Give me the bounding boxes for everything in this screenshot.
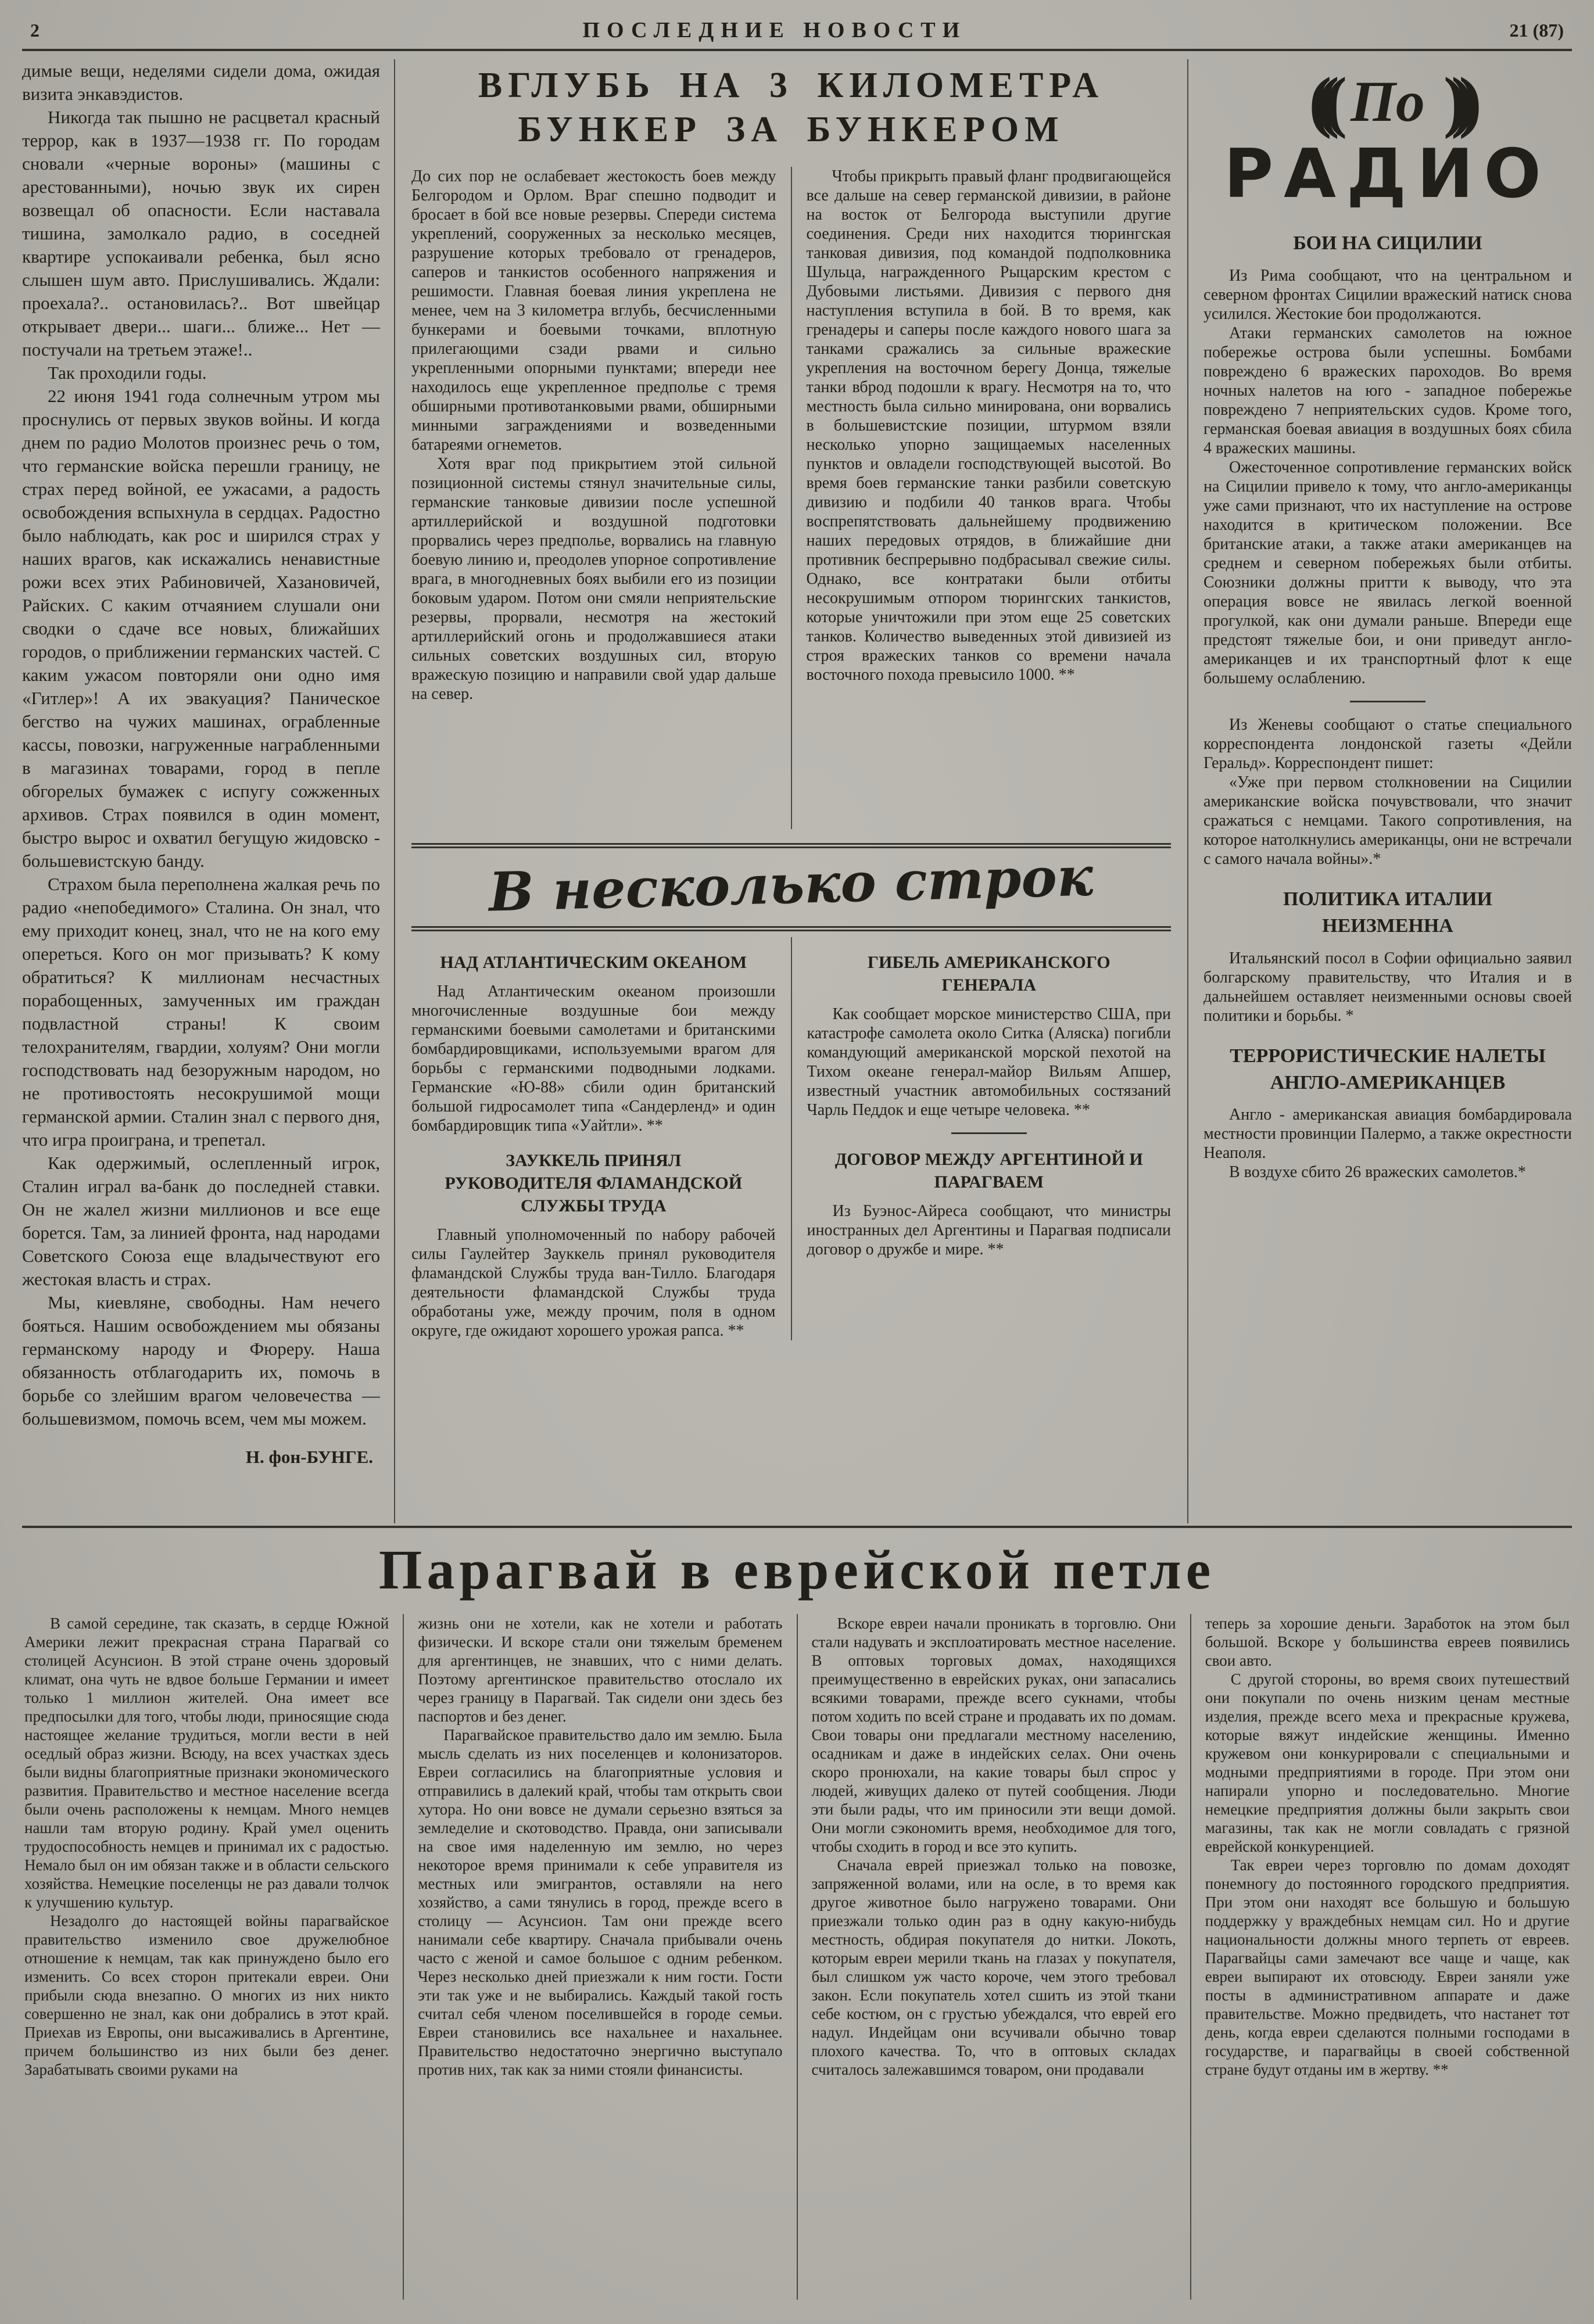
main-article-body [411,167,1171,829]
po-radio-logo-top [1203,63,1572,139]
paragraph: Как сообщает морское министерство США, при катастрофе самолета около Ситка (Аляска) погибли командующий американской морской пехотой на Тихом океане генерал-майор Вильям Апшер, известный участник автомобильных состязаний Чарль Педдок и еще четыре человека. ** [807,1005,1171,1120]
article-title-sicily: БОИ НА СИЦИЛИИ [1293,232,1482,254]
page-number: 2 [30,19,40,41]
paragraph: 22 июня 1941 года солнечным утром мы проснулись от первых звуков войны. И когда днем по радио Молотов произнес речь о том, что германские войска перешли границу, не страх перед войной, ее ужасами, а радость освобождения вспыхнула в сердцах. Радостно было наблюдать, как рос и ширился страх у наших врагов, как искажались ненавистные рожи всех этих Рабиновичей, Хазановичей, Райских. С каким отчаянием слушали они сводки о сдаче все новых, ближайших городов, о приближении германских частей. С каким ужасом повторяли они одно имя «Гитлер»! А их эвакуация? Паническое бегство на чужих машинах, ограбленные кассы, повозки, нагруженные награбленными в магазинах товарами, город в пепле обгорелых бумажек с испугу сожженных архивов. Страх появился в один момент, быстро вырос и охватил бегущую жидовско - большевистскую банду. [22,386,380,871]
po-radio-logo [1203,59,1572,213]
paragraph: жизнь они не хотели, как не хотели и работать физически. И вскоре стали они тяжелым бременем для аргентинцев, не знавших, что с ними делать. Поэтому аргентинское правительство отослало их через границу в Парагвай. Так сидели они здесь без паспортов и без денег. [418,1615,783,1725]
logo-radio-word: РАДИО [1224,135,1552,213]
masthead-rule [22,49,1572,51]
briefs-right-column [792,937,1172,1340]
left-article [22,59,394,1523]
paragraph: димые вещи, неделями сидели дома, ожидая визита энкавэдистов. [22,60,380,104]
author-signature: Н. фон-БУНГЕ. [245,1447,373,1467]
masthead [22,15,1572,49]
paragraph: Как одержимый, ослепленный игрок, Сталин играл ва-банк до последней ставки. Он не жалел жизни миллионов и все еще борется. Там, за линией фронта, над народами Советского Союза еще владычествуют его жестокая власть и страх. [22,1153,380,1289]
main-headline-line2: БУНКЕР ЗА БУНКЕРОМ [518,109,1065,149]
briefs-banner [411,843,1171,931]
paragraph: Страхом была переполнена жалкая речь по радио «непобедимого» Сталина. Он знал, что ему приходит конец, знал, что не на кого ему опереться. Кого он мог призывать? К кому обратиться? К миллионам несчастных порабощенных, замученных им граждан подвластной страны! К своим телохранителям, гвардии, холуям? Они могли господствовать над безоружным народом, но не противостоять несокрушимой мощи германской армии. Сталин знал с первого дня, что игра проиграна, и трепетал. [22,874,380,1150]
main-headline [411,64,1171,152]
briefs-section [411,937,1171,1340]
paragraph: Ожесточенное сопротивление германских войск на Сицилии привело к тому, что англо-американцы уже сами признают, что их наступление на острове находится в критическом положении. Все британские атаки, а также атаки американцев на среднем и северном побережьях были отбиты. Союзники должны притти к выводу, что эта операция вовсе не явилась легкой военной прогулкой, как они думали раньше. Впереди еще предстоят тяжелые бои, и они приведут англо-американцев и их транспортный флот к еще большему ослаблению. [1203,458,1572,687]
paragraph: Главный уполномоченный по набору рабочей силы Гаулейтер Зауккель принял руководителя фламандской Службы труда ван-Тилло. Благодаря деятельности фламандской Службы труда обработаны уже, между прочим, поля в одном округе, где ожидают хорошего урожая рапса. ** [411,1226,776,1340]
paragraph: Из Буэнос-Айреса сообщают, что министры иностранных дел Аргентины и Парагвая подписали договор о дружбе и мире. ** [807,1202,1171,1259]
paragraph: Чтобы прикрыть правый фланг продвигающейся все дальше на север германской дивизии, в районе на восток от Белгорода выступили другие соединения. Среди них находится тюрингская танковая дивизия, под командой подполковника Шульца, награжденного Рыцарским крестом с Дубовыми листьями. Дивизия с первого дня наступления вступила в бой. В то время, как гренадеры и саперы после каждого нового шага за танками сражались за сильные вражеские укрепления на восточном берегу Донца, тяжелые танки вброд подошли к врагу. Несмотря на то, что местность была сильно минирована, они ворвались в большевистские позиции, штурмом взяли несколько упорно защищаемых населенных пунктов и овладели господствующей высотой. Во время боев германские танки разбили советскую дивизию и подбили 40 танков врага. Чтобы воспрепятствовать дальнейшему продвижению наших передовых отрядов, в ближайшие дни противник беспрерывно подбрасывал свежие силы. Однако, все контратаки были отбиты несокрушимым отпором тюрингских танкистов, которые уничтожили при этом еще 25 советских танков. Количество выведенных этой дивизией из строя вражеских танков со времени начала восточного похода превысило 1000. ** [806,167,1171,684]
paraguay-column-3 [797,1614,1190,2300]
logo-left-parens: ((( [1309,63,1332,139]
main-headline-line1: ВГЛУБЬ НА 3 КИЛОМЕТРА [478,66,1105,105]
paragraph: В воздухе сбито 26 вражеских самолетов.* [1229,1163,1526,1182]
paraguay-column-4 [1190,1614,1572,2300]
paraguay-article [22,1538,1572,2300]
paragraph: Над Атлантическим океаном произошли многочисленные воздушные бои между германскими боевыми самолетами и британскими бомбардировщиками, используемыми врагом для борьбы с германскими подводными лодками. Германские «Ю-88» сбили один британский большой гидросамолет типа «Сандерленд» и один бомбардировщик типа «Уайтли». ** [411,982,776,1135]
brief-title: ГИБЕЛЬ АМЕРИКАНСКОГО ГЕНЕРАЛА [867,953,1111,995]
paragraph: Так евреи через торговлю по домам доходят понемногу до постоянного городского предприятия. При этом они находят все большую и большую поддержку у враждебных немцам сил. Но и другие национальности должны много терпеть от евреев. Парагвайцы сами замечают все чаще и чаще, как евреи выпирают их отовсюду. Евреи заняли уже посты в административном аппарате и даже правительстве. Можно предвидеть, что настанет тот день, когда евреи сделаются полными господами в государстве, и парагвайцы в своей собственной стране будут отданы им в жертву. ** [1205,1856,1570,2078]
briefs-left-column [411,937,792,1340]
paraguay-column-1 [22,1614,403,2300]
paragraph: Сначала еврей приезжал только на повозке, запряженной волами, или на осле, в то время как другое животное было нагружено товарами. Они приезжали только один раз в одну какую-нибудь местность, обдирая покупателя до нитки. Локоть, которым евреи мерили ткань на глазах у покупателя, был слишком уж часто короче, чем этого требовал закон. Если покупатель хотел сшить из этой ткани себе костюм, он с грустью убеждался, что еврей его надул. Индейцам они всучивали обычно товар плохого качества. То, что в оптовых складах считалось залежавшимся товаром, они продавали [811,1856,1176,2078]
paraguay-columns [22,1614,1572,2300]
paragraph: Итальянский посол в Софии официально заявил болгарскому правительству, что Италия и в дальнейшем оставляет неизменными основы своей политики и борьбы. * [1203,949,1572,1025]
brief-title: НАД АТЛАНТИЧЕСКИМ ОКЕАНОМ [440,953,747,973]
paraguay-headline: Парагвай в еврейской петле [378,1538,1216,1601]
article-title-italy: ПОЛИТИКА ИТАЛИИ НЕИЗМЕННА [1283,888,1493,937]
paragraph: В самой середине, так сказать, в сердце Южной Америки лежит прекрасная страна Парагвай со столицей Асунсион. В этой стране очень здоровый климат, она чуть не вдвое больше Германии и имеет только 1 миллион жителей. Она имеет все предпосылки для того, чтобы люди, приносящие сюда настоящее желание трудиться, могли вести в ней оседлый образ жизни. Всюду, на всех участках здесь были видны благоприятные признаки экономического развития. Правительство и местное население всегда были очень расположены к немцам. Много немцев нашли там вторую родину. Край умел оценить трудоспособность немцев и принимал их с радостью. Немало был он им обязан также и в области сельского хозяйства. Немецкие поселенцы не раз давали толчок к улучшению культур. [24,1615,389,1911]
paragraph: Вскоре евреи начали проникать в торговлю. Они стали надувать и эксплоатировать местное население. В оптовых торговых домах, находящихся преимущественно в еврейских руках, они запасались всякими товарами, прежде всего сукнами, чтобы потом ходить по всей стране и продавать их по домам. Свои товары они предлагали местному населению, осадникам и даже в индейских селах. Они очень скоро пронюхали, на какие товары был спрос у людей, живущих далеко от путей сообщения. Люди эти были рады, что им приносили эти вещи домой. Они могли сэкономить время, необходимое для того, чтобы сходить в город и все это купить. [811,1615,1176,1855]
top-section [22,59,1572,1523]
divider-rule [951,1132,1027,1134]
newspaper-title: ПОСЛЕДНИЕ НОВОСТИ [582,18,967,42]
brief-title: ЗАУККЕЛЬ ПРИНЯЛ РУКОВОДИТЕЛЯ ФЛАМАНДСКОЙ СЛУЖБЫ ТРУДА [445,1151,743,1216]
paraguay-column-2 [403,1614,796,2300]
logo-right-parens: ))) [1443,63,1467,139]
paragraph: Англо - американская авиация бомбардировала местности провинции Палермо, а также окрестности Неаполя. [1203,1106,1572,1163]
briefs-banner-text: В несколько строк [488,845,1094,924]
paragraph: теперь за хорошие деньги. Заработок на этом был большой. Вскоре у большинства евреев появились свои авто. [1205,1615,1570,1669]
paragraph: Незадолго до настоящей войны парагвайское правительство изменило свое дружелюбное отношение к немцам, так как принуждено было его изменить. Со всех сторон притекали евреи. Они прибыли сюда внезапно. О многих из них никто совершенно не знал, как они добрались в этот край. Приехав из Европы, они высаживались в Аргентине, причем большинство из них были без денег. Зарабатывать своими руками на [24,1912,389,2078]
paragraph: «Уже при первом столкновении на Сицилии американские войска почувствовали, что значит сражаться с немцами. Такого сопротивления, на которое натолкнулись американцы, они не встречали с самого начала войны».* [1203,773,1572,868]
logo-po-text: По [1351,69,1425,134]
divider-rule [1350,701,1425,702]
paragraph: Никогда так пышно не расцветал красный террор, как в 1937—1938 гг. По городам сновали «черные вороны» (машины с арестованными), ночью звук их сирен возвещал об опасности. Если наставала тишина, замолкало радио, в соседней квартире успокаивали ребенка, был ясно слышен шум авто. Прислушивались. Ждали: проехала?.. остановилась?.. Вот швейцар открывает двери... шаги... ближе... Нет — постучали на третьем этаже!.. [22,107,380,360]
section-divider-rule [22,1526,1572,1528]
paragraph: До сих пор не ослабевает жестокость боев между Белгородом и Орлом. Враг спешно подводит и бросает в бой все новые резервы. Спереди система укреплений, сооруженных за несколько месяцев, разрушение которых требовало от гренадеров, саперов и танкистов особенного напряжения и решимости. Главная боевая линия укреплена не менее, чем на 3 километра вглубь, бесчисленными бункерами и боевыми точками, вплотную прилегающими сзади рвами и сильно укрепленными опорными пунктами; впереди нее находилось еще укрепленное предполье с тремя обширными противотанковыми рвами, обширными минными заграждениями и возведенными батареями огнеметов. [411,167,776,454]
article-title-terror: ТЕРРОРИСТИЧЕСКИЕ НАЛЕТЫ АНГЛО-АМЕРИКАНЦЕВ [1230,1045,1546,1093]
paragraph: Так проходили годы. [48,363,207,383]
paragraph: Из Женевы сообщают о статье специального корреспондента лондонской газеты «Дейли Геральд». Корреспондент пишет: [1203,715,1572,772]
radio-column [1188,59,1572,1523]
paragraph: Из Рима сообщают, что на центральном и северном фронтах Сицилии вражеский натиск снова усилился. Жестокие бои продолжаются. [1203,266,1572,323]
center-column [394,59,1188,1523]
brief-title: ДОГОВОР МЕЖДУ АРГЕНТИНОЙ И ПАРАГВАЕМ [834,1150,1143,1192]
issue-number: 21 (87) [1509,19,1564,41]
paragraph: Парагвайское правительство дало им землю. Была мысль сделать из них поселенцев и колонизаторов. Евреи согласились на благоприятные условия и отправились в далекий край, чтобы там открыть свои хутора. Но они вовсе не думали серьезно взяться за земледелие и скотоводство. Правда, они записывали на свое имя наделенную им землю, но через некоторое время принимали к себе управителя из местных или эмигрантов, оставляли на него хозяйство, а сами тянулись в город, прежде всего в столицу — Асунсион. Там они прежде всего нанимали себе квартиру. Сначала прибывали очень часто с женой и самое большое с одним ребенком. Через несколько дней приезжали к ним гости. Гости эти так уже и не выбирались. Каждый такой гость считал себя членом поселившейся в городе семьи. Евреи становились все нахальнее и нахальнее. Правительство недостаточно энергично выступало против них, так как за ними стояли финансисты. [418,1726,783,2078]
paragraph: Атаки германских самолетов на южное побережье острова были успешны. Бомбами повреждено 6 вражеских пароходов. Во время ночных налетов на юго - западное побережье повреждено 7 неприятельских судов. Кроме того, германская боевая авиация в воздушных боях сбила 4 вражеских машины. [1203,324,1572,457]
paragraph: Хотя враг под прикрытием этой сильной позиционной системы стянул значительные силы, германские танковые дивизии после успешной артиллерийской и воздушной подготовки прорвались через предполье, ворвались на главную боевую линию и, преодолев упорное сопротивление врага, в многодневных боях выбили его из позиции боковым ударом. Потом они смяли неприятельские резервы, прорвали, несмотря на жестокий артиллерийский огонь и продолжавшиеся атаки сильных советских воздушных сил, вторую вражескую позицию и направили свой удар дальше на север. [411,455,776,704]
paragraph: С другой стороны, во время своих путешествий они покупали по очень низким ценам местные изделия, прежде всего меха и прекрасные кружева, которые вяжут индейские женщины. Именно кружевом они конкурировали с специальными и модными предприятиями в городе. При этом они напирали упорно и последовательно. Многие немецкие предприятия должны были закрыть свои магазины, так как не могли совладать с грязной еврейской конкуренцией. [1205,1670,1570,1855]
paragraph: Мы, киевляне, свободны. Нам нечего бояться. Нашим освобождением мы обязаны германскому народу и Фюреру. Наша обязанность отблагодарить их, помочь в борьбе со злейшим врагом человечества — большевизмом, помочь всем, чем мы можем. [22,1292,380,1429]
